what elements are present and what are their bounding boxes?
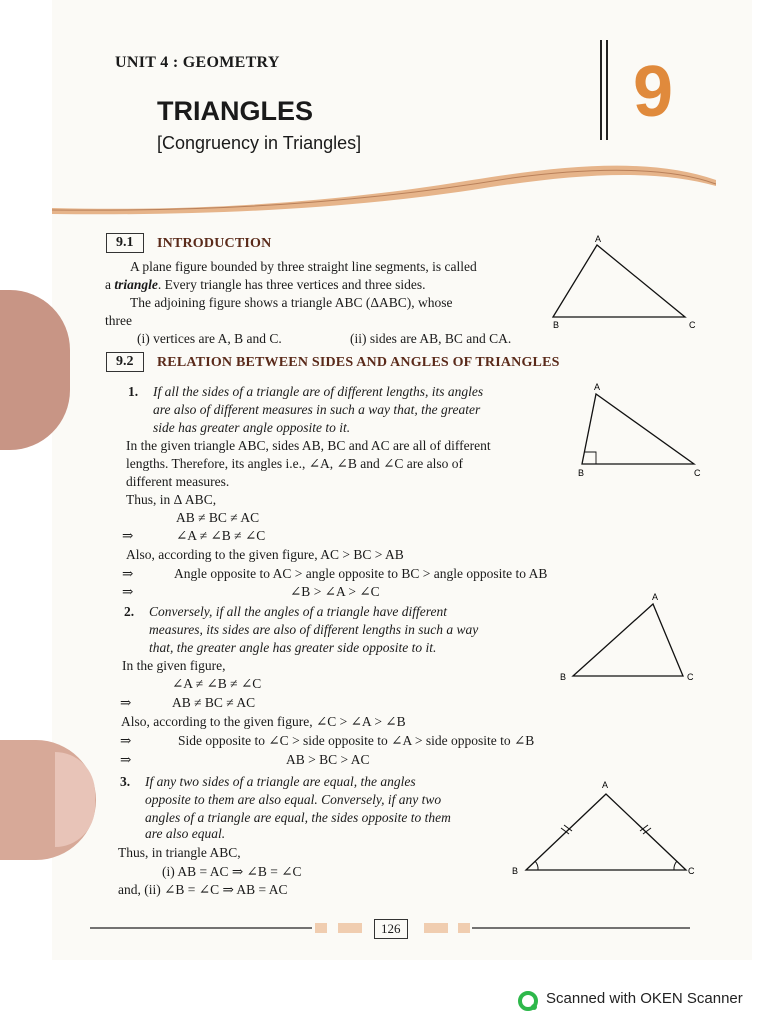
header-rule-2: [606, 40, 608, 140]
figure-label-c: C: [688, 866, 695, 876]
chapter-number: 9: [633, 52, 674, 132]
header-rule-1: [600, 40, 602, 140]
point-2-number: 2.: [124, 604, 135, 619]
intro-item-sides: (ii) sides are AB, BC and CA.: [350, 331, 512, 346]
point-2-rule-line-1: Conversely, if all the angles of a triangle have different: [149, 604, 447, 619]
section-title-relation: RELATION BETWEEN SIDES AND ANGLES OF TRIANGLES: [157, 355, 560, 370]
point-1-body-3: different measures.: [126, 474, 230, 489]
oken-scanner-logo-icon: [517, 990, 539, 1012]
figure-label-c: C: [694, 468, 701, 478]
point-1-eq-1: AB ≠ BC ≠ AC: [176, 510, 260, 525]
point-3-rule-line-1: If any two sides of a triangle are equal, the angles: [145, 774, 416, 789]
header-swoosh: [52, 150, 716, 220]
scanner-watermark-text: Scanned with OKEN Scanner: [546, 990, 743, 1007]
point-1-eq-3: Angle opposite to AC > angle opposite to BC > angle opposite to AB: [174, 566, 548, 581]
figure-label-b: B: [560, 672, 567, 682]
point-1-rule-line-2: are also of different measures in such a way that, the greater: [153, 402, 481, 417]
triangle-figure-1: [545, 232, 705, 332]
chapter-title: TRIANGLES: [157, 96, 314, 126]
point-3-eq-2: and, (ii) ∠B = ∠C ⇒ AB = AC: [118, 882, 288, 897]
figure-label-a: A: [652, 592, 659, 602]
unit-heading: UNIT 4 : GEOMETRY: [115, 54, 280, 71]
implies-arrow: ⇒: [122, 566, 134, 581]
intro-line-1: A plane figure bounded by three straight line segments, is called: [130, 259, 477, 274]
point-3-number: 3.: [120, 774, 131, 789]
point-1-also: Also, according to the given figure, AC > BC > AB: [126, 547, 404, 562]
implies-arrow: ⇒: [122, 528, 134, 543]
figure-label-a: A: [595, 234, 602, 244]
figure-label-b: B: [553, 320, 560, 330]
point-2-eq-4: AB > BC > AC: [286, 752, 370, 767]
figure-label-c: C: [689, 320, 696, 330]
point-3-rule-line-3: angles of a triangle are equal, the sides opposite to them: [145, 810, 451, 825]
intro-line-3: The adjoining figure shows a triangle ABC (ΔABC), whose: [130, 295, 453, 310]
point-2-also: Also, according to the given figure, ∠C > ∠A > ∠B: [121, 714, 406, 729]
implies-arrow: ⇒: [122, 584, 134, 599]
point-2-eq-1: ∠A ≠ ∠B ≠ ∠C: [172, 676, 262, 691]
implies-arrow: ⇒: [120, 695, 132, 710]
intro-item-vertices: (i) vertices are A, B and C.: [137, 331, 282, 346]
intro-line-4: three: [105, 313, 132, 328]
figure-label-b: B: [578, 468, 585, 478]
section-number-9-2: 9.2: [106, 352, 144, 372]
point-3-eq-1: (i) AB = AC ⇒ ∠B = ∠C: [162, 864, 302, 879]
point-2-eq-2: AB ≠ BC ≠ AC: [172, 695, 256, 710]
point-3-body-1: Thus, in triangle ABC,: [118, 845, 241, 860]
intro-line-2: a triangle. Every triangle has three vertices and three sides.: [105, 277, 426, 292]
section-title-introduction: INTRODUCTION: [157, 236, 272, 251]
point-2-rule-line-3: that, the greater angle has greater side opposite to it.: [149, 640, 437, 655]
page-number: 126: [374, 919, 408, 939]
triangle-figure-2: [570, 380, 710, 480]
point-1-eq-4: ∠B > ∠A > ∠C: [290, 584, 380, 599]
point-1-body-2: lengths. Therefore, its angles i.e., ∠A, ∠B and ∠C are also of: [126, 456, 463, 471]
section-number-9-1: 9.1: [106, 233, 144, 253]
point-1-eq-2: ∠A ≠ ∠B ≠ ∠C: [176, 528, 266, 543]
point-3-rule-line-2: opposite to them are also equal. Conversely, if any two: [145, 792, 442, 807]
point-1-body-1: In the given triangle ABC, sides AB, BC and AC are all of different: [126, 438, 491, 453]
triangle-figure-3: [555, 590, 705, 690]
point-2-eq-3: Side opposite to ∠C > side opposite to ∠A > side opposite to ∠B: [178, 733, 535, 748]
point-1-number: 1.: [128, 384, 139, 399]
triangle-figure-4: [508, 778, 698, 883]
point-1-rule-line-1: If all the sides of a triangle are of different lengths, its angles: [153, 384, 484, 399]
figure-label-a: A: [594, 382, 601, 392]
implies-arrow: ⇒: [120, 752, 132, 767]
point-2-body-1: In the given figure,: [122, 658, 226, 673]
point-1-body-4: Thus, in Δ ABC,: [126, 492, 217, 507]
point-2-rule-line-2: measures, its sides are also of different lengths in such a way: [149, 622, 479, 637]
implies-arrow: ⇒: [120, 733, 132, 748]
chapter-subtitle: [Congruency in Triangles]: [157, 133, 362, 153]
figure-label-a: A: [602, 780, 609, 790]
point-1-rule-line-3: side has greater angle opposite to it.: [153, 420, 351, 435]
point-3-rule-line-4: are also equal.: [145, 826, 226, 841]
figure-label-c: C: [687, 672, 694, 682]
figure-label-b: B: [512, 866, 519, 876]
